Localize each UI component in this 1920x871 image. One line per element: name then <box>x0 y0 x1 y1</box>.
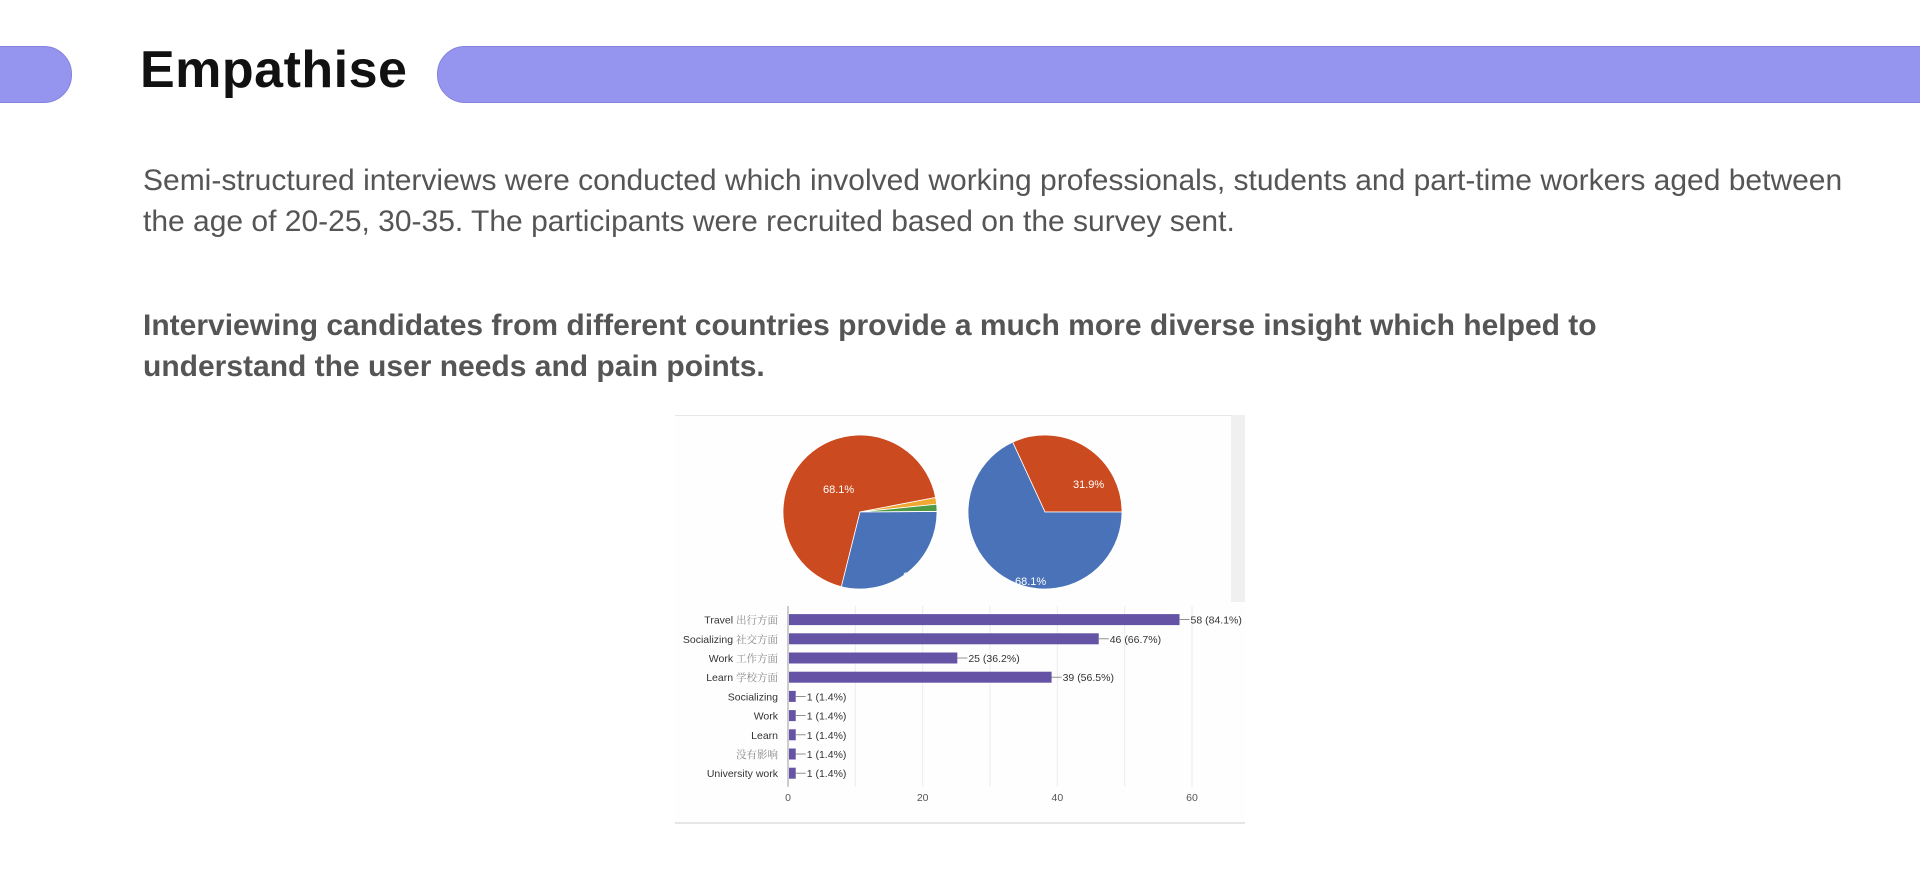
bar-value-label-2: 25 (36.2%) <box>968 653 1020 665</box>
bar-value-label-3: 39 (56.5%) <box>1062 672 1114 685</box>
x-tick-label-40: 40 <box>1051 791 1064 804</box>
bar-6 <box>789 729 796 740</box>
bar-category-label-8: University work <box>706 768 778 781</box>
pie1-label-0: 68.1% <box>823 484 855 496</box>
bar-category-label-4: Socializing <box>727 691 778 704</box>
bar-7 <box>789 749 796 760</box>
bar-5 <box>789 710 796 721</box>
chart-svg <box>675 415 1245 825</box>
x-tick-label-60: 60 <box>1186 791 1198 804</box>
bar-category-label-3: Learn 学校方面 <box>706 672 778 685</box>
x-tick-label-0: 0 <box>785 791 791 804</box>
header-accent-left <box>0 46 72 103</box>
bar-category-label-1: Socializing 社交方面 <box>682 633 778 646</box>
bar-value-label-7: 1 (1.4%) <box>806 749 847 761</box>
page-title: Empathise <box>140 41 408 99</box>
bar-2 <box>789 653 957 664</box>
bar-value-label-1: 46 (66.7%) <box>1109 633 1162 646</box>
bar-0 <box>789 614 1180 625</box>
bar-8 <box>789 768 796 779</box>
bar-value-label-8: 1 (1.4%) <box>806 768 847 781</box>
bar-value-label-5: 1 (1.4%) <box>806 710 847 723</box>
bar-category-label-5: Work <box>753 710 778 723</box>
pie2-label-1: 68.1% <box>1015 576 1047 588</box>
pie2-label-0: 31.9% <box>1073 479 1105 491</box>
intro-paragraph: Semi-structured interviews were conducted which involved working professionals, students and part-time workers aged between the age of 20-25, 30-35. The participants were recruited based on the survey sent. <box>143 164 1843 238</box>
highlight-paragraph: Interviewing candidates from different countries provide a much more diverse insight which helped to understand the user needs and pain points. <box>143 309 1597 383</box>
header-accent-right <box>437 46 1920 103</box>
bar-value-label-4: 1 (1.4%) <box>806 691 847 704</box>
bar-category-label-2: Work 工作方面 <box>708 653 778 665</box>
survey-chart-image <box>675 415 1245 825</box>
bar-4 <box>789 691 796 702</box>
x-tick-label-20: 20 <box>916 791 929 804</box>
bar-3 <box>789 672 1052 683</box>
bar-category-label-7: 没有影响 <box>736 749 778 761</box>
bar-category-label-0: Travel 出行方面 <box>704 614 778 627</box>
pie1-label-3: 29% <box>903 571 926 583</box>
bar-value-label-0: 58 (84.1%) <box>1190 614 1242 627</box>
bar-value-label-6: 1 (1.4%) <box>806 729 847 742</box>
bar-category-label-6: Learn <box>751 729 778 742</box>
bar-1 <box>789 633 1099 644</box>
